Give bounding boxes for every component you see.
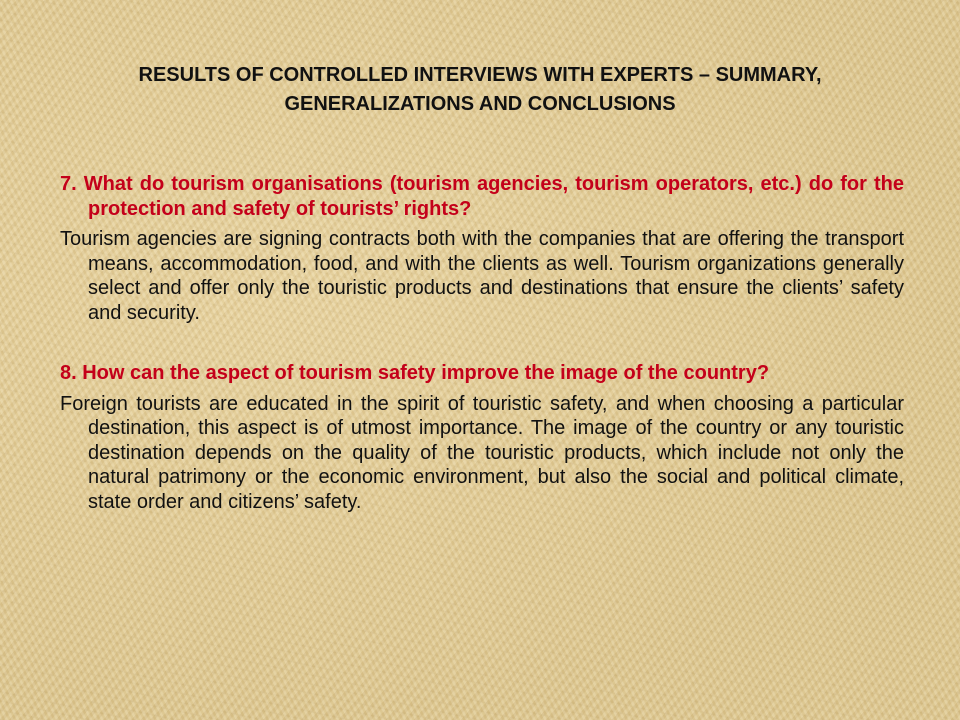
question-7: 7. What do tourism organisations (tourism agencies, tourism operators, etc.) do for the protection and safety of tourists’ rights? bbox=[60, 173, 904, 220]
question-8: 8. How can the aspect of tourism safety improve the image of the country? bbox=[60, 362, 770, 384]
answer-7: Tourism agencies are signing contracts both with the companies that are offering the transport means, accommodation, food, and with the clients as well. Tourism organizations generally select and offer only the touristic products and destinations that ensure the clients’ safety and security. bbox=[60, 228, 904, 324]
answer-8: Foreign tourists are educated in the spirit of touristic safety, and when choosing a particular destination, this aspect is of utmost importance. The image of the country or any touristic destination depends on the quality of the touristic products, which include not only the natural patrimony or the economic environment, but also the social and political climate, state order and citizens’ safety. bbox=[60, 392, 904, 513]
slide-body bbox=[60, 172, 904, 514]
slide-title: RESULTS OF CONTROLLED INTERVIEWS WITH EXPERTS – SUMMARY, GENERALIZATIONS AND CONCLUSIONS bbox=[138, 64, 822, 115]
